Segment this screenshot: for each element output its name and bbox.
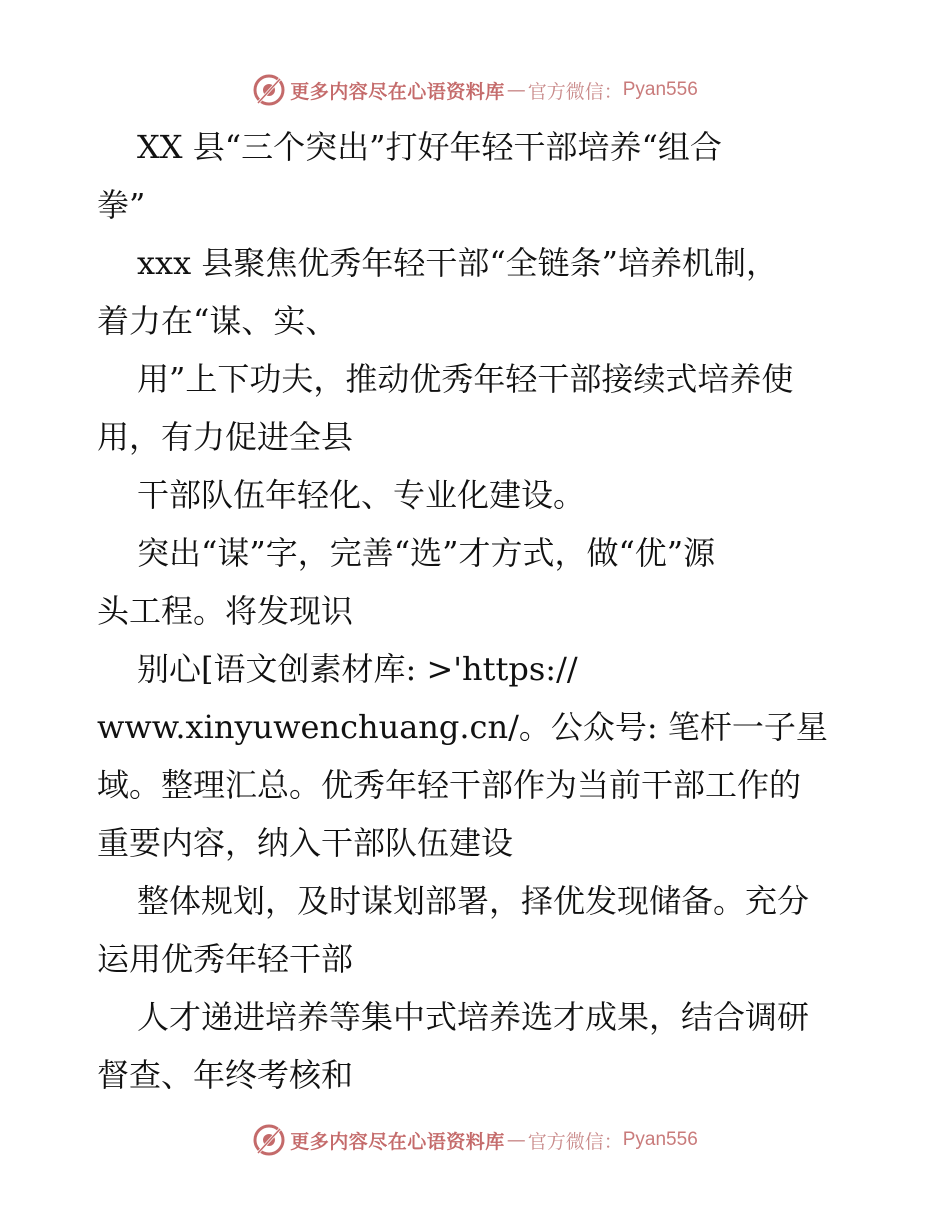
- document-body: [97, 118, 857, 1104]
- text-line: 用，有力促进全县: [97, 418, 354, 456]
- quill-logo-icon: [252, 1123, 286, 1157]
- header-watermark: [0, 70, 950, 110]
- text-line: xxx 县聚焦优秀年轻干部“全链条”培养机制，: [137, 244, 779, 282]
- watermark-label: 官方微信：: [527, 80, 623, 103]
- text-line: 用”上下功夫，推动优秀年轻干部接续式培养使: [137, 360, 794, 398]
- watermark-wechat-id: Pyan556: [622, 79, 698, 100]
- text-line: 整体规划，及时谋划部署，择优发现储备。充分: [137, 882, 810, 920]
- text-line: 域。整理汇总。优秀年轻干部作为当前干部工作的: [97, 766, 802, 804]
- text-line: 干部队伍年轻化、专业化建设。: [137, 476, 586, 514]
- watermark-brand: 更多内容尽在心语资料库: [290, 1130, 505, 1153]
- text-line: 着力在“谋、实、: [97, 302, 338, 340]
- quill-logo-icon: [252, 73, 286, 107]
- text-line: 重要内容，纳入干部队伍建设: [97, 824, 514, 862]
- watermark-separator: —: [506, 1129, 526, 1151]
- watermark-label: 官方微信：: [527, 1130, 623, 1153]
- title-line-2: 拳”: [97, 186, 146, 224]
- text-line: www.xinyuwenchuang.cn/。公众号: 笔杆一子星: [97, 708, 828, 746]
- text-line: 头工程。将发现识: [97, 592, 354, 630]
- text-line: 人才递进培养等集中式培养选才成果，结合调研: [137, 998, 810, 1036]
- text-line: 运用优秀年轻干部: [97, 940, 354, 978]
- text-line: 别心[语文创素材库: >'https://: [137, 650, 578, 688]
- footer-watermark: [0, 1120, 950, 1160]
- watermark-separator: —: [506, 79, 526, 101]
- text-line: 突出“谋”字，完善“选”才方式，做“优”源: [137, 534, 716, 572]
- watermark-brand: 更多内容尽在心语资料库: [290, 80, 505, 103]
- watermark-wechat-id: Pyan556: [622, 1129, 698, 1150]
- text-line: 督查、年终考核和: [97, 1056, 354, 1094]
- title-line-1: XX 县“三个突出”打好年轻干部培养“组合: [137, 128, 722, 166]
